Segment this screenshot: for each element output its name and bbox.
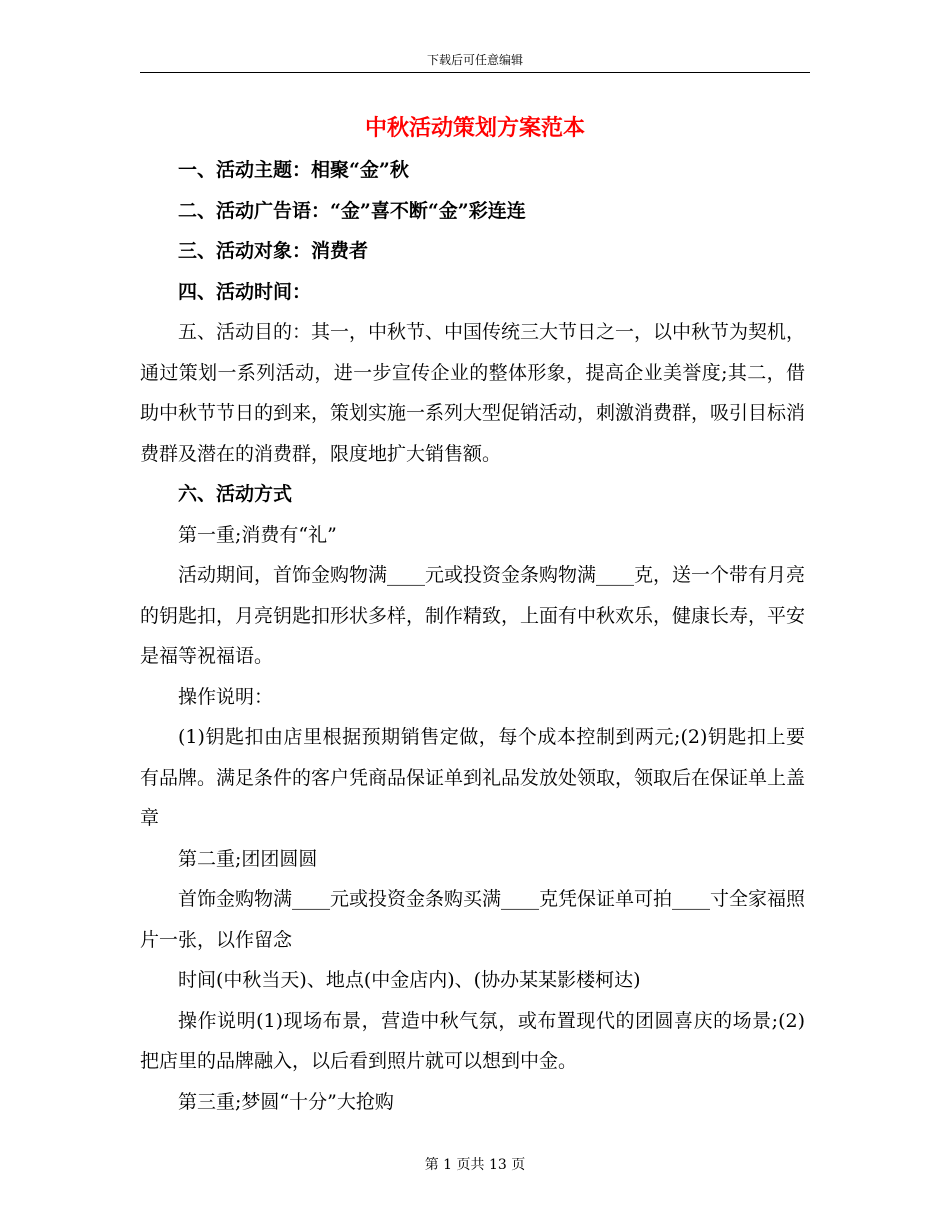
method-1-ops-detail: (1)钥匙扣由店里根据预期销售定做，每个成本控制到两元;(2)钥匙扣上要有品牌。满足条件的客户凭商品保证单到礼品发放处领取，领取后在保证单上盖章 <box>140 726 806 829</box>
method-3-heading: 第三重;梦圆“十分”大抢购 <box>178 1090 394 1113</box>
section-slogan: 二、活动广告语：“金”喜不断“金”彩连连 <box>178 199 526 222</box>
section-purpose: 五、活动目的：其一，中秋节、中国传统三大节日之一，以中秋节为契机，通过策划一系列活动，进一步宣传企业的整体形象，提高企业美誉度;其二，借助中秋节节日的到来，策划实施一系列大型促销活动，刺激消费群，吸引目标消费群及潜在的消费群，限度地扩大销售额。 <box>140 321 806 465</box>
header-rule <box>140 72 810 73</box>
page-footer: 第 1 页共 13 页 <box>424 1157 526 1173</box>
document-body <box>140 150 805 1122</box>
section-theme: 一、活动主题：相聚“金”秋 <box>178 159 409 181</box>
method-1-ops-heading: 操作说明： <box>178 685 274 708</box>
method-2-ops-detail: 操作说明(1)现场布景，营造中秋气氛，或布置现代的团圆喜庆的场景;(2)把店里的品牌融入，以后看到照片就可以想到中金。 <box>140 1009 805 1072</box>
method-1-heading: 第一重;消费有“礼” <box>178 523 337 546</box>
method-2-description: 首饰金购物满____元或投资金条购买满____克凭保证单可拍____寸全家福照片一张，以作留念 <box>140 888 806 951</box>
page-header: 下载后可任意编辑 <box>426 53 523 67</box>
document-title: 中秋活动策划方案范本 <box>364 115 585 141</box>
method-1-description: 活动期间，首饰金购物满____元或投资金条购物满____克，送一个带有月亮的钥匙扣，月亮钥匙扣形状多样，制作精致，上面有中秋欢乐，健康长寿，平安是福等祝福语。 <box>140 564 806 667</box>
section-time: 四、活动时间： <box>178 280 312 303</box>
section-methods: 六、活动方式 <box>178 483 293 505</box>
method-2-heading: 第二重;团团圆圆 <box>178 847 318 870</box>
section-audience: 三、活动对象：消费者 <box>178 240 369 262</box>
method-2-time-place: 时间(中秋当天)、地点(中金店内)、(协办某某影楼柯达) <box>178 969 641 991</box>
